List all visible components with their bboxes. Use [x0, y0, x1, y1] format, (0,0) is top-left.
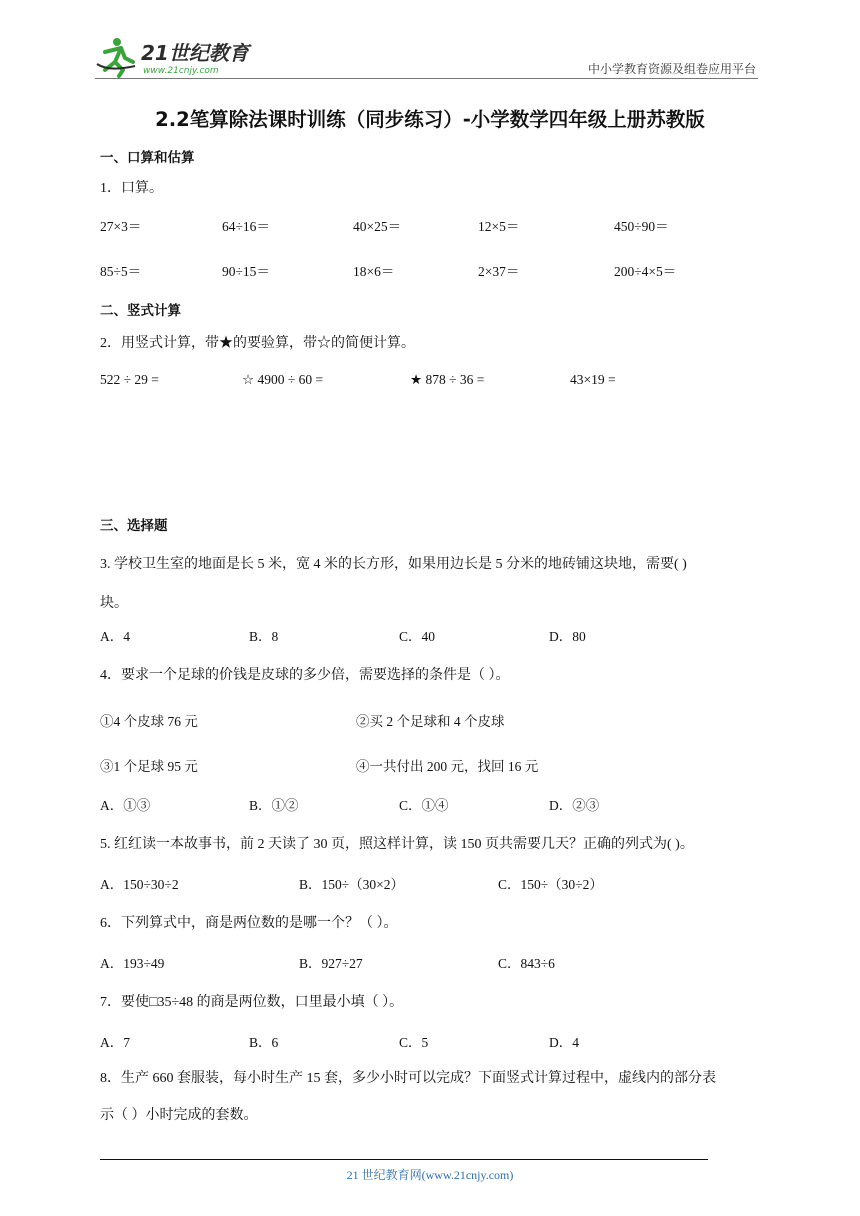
page-title: 2.2笔算除法课时训练（同步练习）-小学数学四年级上册苏教版: [155, 108, 705, 131]
option-c: C．843÷6: [498, 956, 555, 971]
question-4: 4．要求一个足球的价钱是皮球的多少倍，需要选择的条件是（ ）。: [100, 668, 510, 683]
vertical-calc-item: ☆ 4900 ÷ 60 =: [242, 372, 324, 387]
option-d: D．80: [549, 629, 586, 644]
question-2: 2．用竖式计算，带★的要验算，带☆的简便计算。: [100, 336, 415, 351]
option-a: A．193÷49: [100, 956, 165, 971]
option-a: A．①③: [100, 798, 151, 813]
option-b: B．6: [249, 1035, 279, 1050]
question-8-cont: 示（ ）小时完成的套数。: [100, 1108, 258, 1123]
footer-link[interactable]: 21 世纪教育网(www.21cnjy.com): [346, 1168, 514, 1182]
runner-icon: [97, 38, 135, 76]
option-a: A．150÷30÷2: [100, 877, 179, 892]
option-b: B．①②: [249, 798, 299, 813]
question-1: 1．口算。: [100, 181, 163, 196]
option-c: C．①④: [399, 798, 449, 813]
option-c: C．5: [399, 1035, 429, 1050]
calc-item: 2×37＝: [478, 264, 520, 279]
question-7: 7．要使□35÷48 的商是两位数，口里最小填（ ）。: [100, 995, 404, 1010]
section-heading-2: 二、竖式计算: [100, 303, 181, 319]
condition-item: ①4 个皮球 76 元: [100, 714, 198, 729]
header-divider: [95, 78, 758, 79]
condition-item: ③1 个足球 95 元: [100, 759, 198, 774]
option-d: D．4: [549, 1035, 579, 1050]
calc-item: 64÷16＝: [222, 219, 270, 234]
option-b: B．150÷（30×2）: [299, 877, 405, 892]
vertical-calc-item: 43×19 =: [570, 372, 616, 387]
vertical-calc-item: 522 ÷ 29 =: [100, 372, 159, 387]
calc-item: 27×3＝: [100, 219, 142, 234]
calc-item: 200÷4×5＝: [614, 264, 677, 279]
calc-item: 12×5＝: [478, 219, 520, 234]
option-a: A．7: [100, 1035, 130, 1050]
tagline: 中小学教育资源及组卷应用平台: [587, 62, 756, 76]
option-a: A．4: [100, 629, 130, 644]
question-3: 3. 学校卫生室的地面是长 5 米，宽 4 米的长方形，如果用边长是 5 分米的地砖铺这块地，需要( ): [100, 557, 687, 572]
vertical-calc-item: ★ 878 ÷ 36 =: [410, 372, 485, 387]
logo-url-text: www.21cnjy.com: [143, 66, 219, 76]
calc-item: 18×6＝: [353, 264, 395, 279]
question-5: 5. 红红读一本故事书，前 2 天读了 30 页，照这样计算，读 150 页共需要几天？正确的列式为( )。: [100, 837, 694, 852]
site-logo: [95, 36, 270, 78]
calc-item: 85÷5＝: [100, 264, 142, 279]
question-8: 8．生产 660 套服装，每小时生产 15 套，多少小时可以完成？下面竖式计算过程中，虚线内的部分表: [100, 1071, 716, 1086]
option-b: B．927÷27: [299, 956, 363, 971]
section-heading-3: 三、选择题: [100, 518, 168, 534]
calc-item: 40×25＝: [353, 219, 402, 234]
condition-item: ②买 2 个足球和 4 个皮球: [356, 714, 505, 729]
option-c: C．40: [399, 629, 436, 644]
calc-item: 450÷90＝: [614, 219, 669, 234]
option-c: C．150÷（30÷2）: [498, 877, 603, 892]
question-6: 6．下列算式中，商是两位数的是哪一个？（ ）。: [100, 916, 398, 931]
section-heading-1: 一、口算和估算: [100, 150, 195, 166]
footer-divider: [100, 1159, 708, 1160]
question-3-cont: 块。: [100, 596, 128, 611]
option-b: B．8: [249, 629, 279, 644]
logo-text: 21世纪教育: [141, 41, 249, 65]
calc-item: 90÷15＝: [222, 264, 270, 279]
condition-item: ④一共付出 200 元，找回 16 元: [356, 759, 539, 774]
option-d: D．②③: [549, 798, 600, 813]
